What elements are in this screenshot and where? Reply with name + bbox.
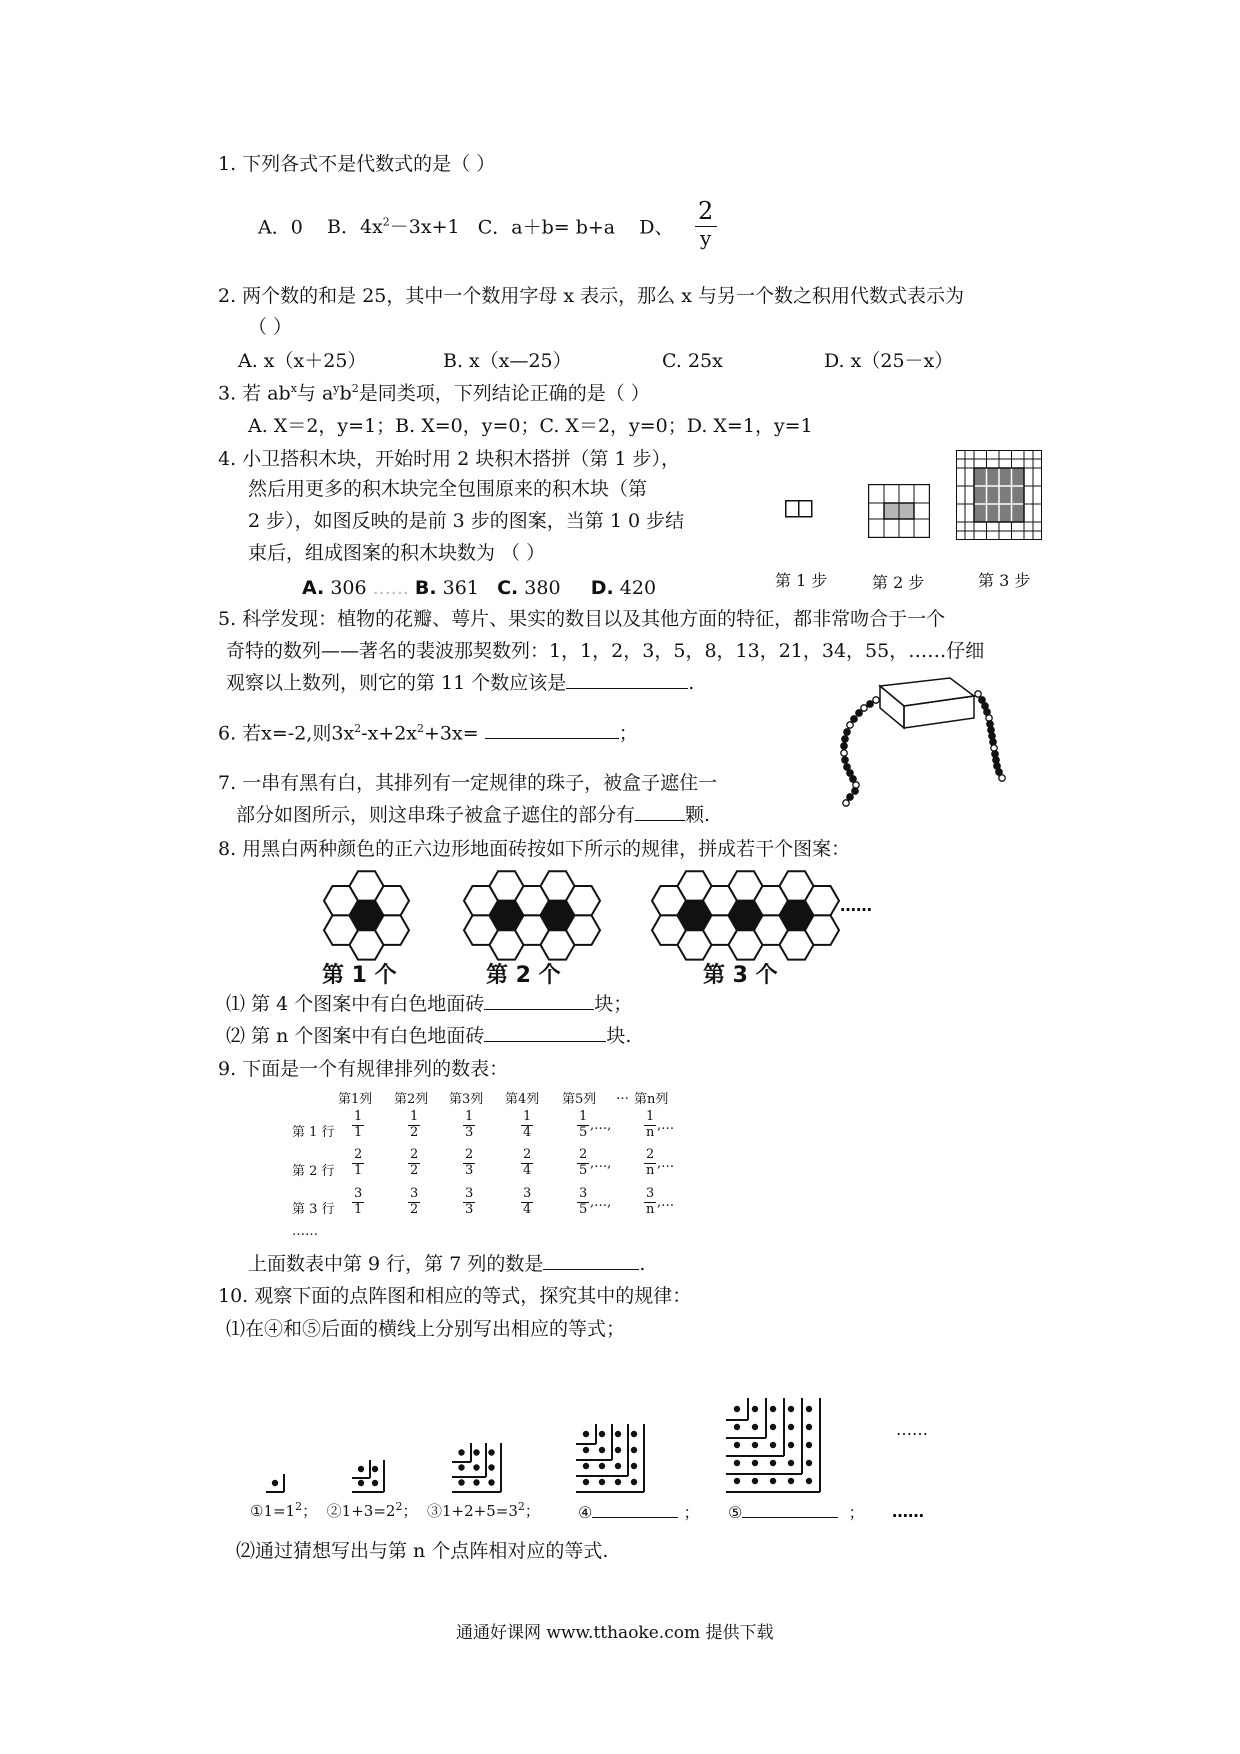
- dot: [770, 1442, 776, 1448]
- q9-fraction: 3 2: [410, 1186, 419, 1217]
- q8-sub2-blank[interactable]: [484, 1041, 606, 1042]
- dot: [372, 1466, 378, 1472]
- dot: [770, 1478, 776, 1484]
- q9-fraction: 3 n: [645, 1186, 655, 1217]
- dot: [599, 1463, 605, 1469]
- step-label-3: 第 3 步: [978, 571, 1031, 590]
- dot: [770, 1406, 776, 1412]
- dot: [788, 1460, 794, 1466]
- dot: [631, 1431, 637, 1437]
- dot: [752, 1460, 758, 1466]
- dot: [358, 1466, 364, 1472]
- hexagon-white-tile: [805, 886, 839, 915]
- hexagon-white-tile: [566, 886, 600, 915]
- q2-stem: 2. 两个数的和是 25，其中一个数用字母 x 表示，那么 x 与另一个数之积用代数式表示为: [218, 285, 964, 307]
- q1-option-c: C．a＋b= b+a: [477, 216, 616, 239]
- dot: [631, 1447, 637, 1453]
- q9-fraction: 2 1: [354, 1147, 363, 1178]
- q9-row-label-1: 第 1 行: [292, 1125, 335, 1140]
- dot: [583, 1431, 589, 1437]
- q6-stem: 6. 若x=-2,则$3x^2-x+2x^2+3x=$ ；: [218, 722, 638, 745]
- dot: [788, 1406, 794, 1412]
- q9-stem: 9. 下面是一个有规律排列的数表：: [218, 1058, 509, 1080]
- q10-ellipsis-bottom: ……: [892, 1502, 924, 1521]
- q2-option-b: B. x（x—25）: [443, 350, 572, 372]
- q10-ellipsis-top: ……: [896, 1420, 928, 1439]
- q9-ellipsis: ,…,: [590, 1118, 612, 1133]
- q10-equations: $①1=1^2$； $②1+3=2^2$； $③1+2+5=3^2$；: [250, 1500, 540, 1520]
- q9-fraction: 1 5: [579, 1109, 588, 1140]
- q8-label-2: 第 2 个: [486, 963, 561, 988]
- q4-line-3: 2 步），如图反映的是前 3 步的图案，当第 1 0 步结: [248, 510, 685, 532]
- q10-eq5-blank[interactable]: [742, 1517, 838, 1518]
- dot: [734, 1406, 740, 1412]
- dot: [752, 1478, 758, 1484]
- q8-label-3: 第 3 个: [703, 963, 778, 988]
- q4-line-1: 4. 小卫搭积木块，开始时用 2 块积木搭拼（第 1 步），: [218, 448, 681, 470]
- q9-ellipsis: ,…: [657, 1118, 675, 1133]
- dot: [615, 1463, 621, 1469]
- dot: [770, 1460, 776, 1466]
- q2-option-d: D. x（25－x）: [824, 350, 954, 372]
- dot: [372, 1480, 378, 1486]
- q9-ellipsis: ,…,: [590, 1156, 612, 1171]
- q9-fraction: 3 3: [465, 1186, 474, 1217]
- q9-col-header-n: 第n列: [634, 1092, 669, 1107]
- q9-answer-blank[interactable]: [543, 1269, 639, 1270]
- q10-eq-5: ⑤ ；: [728, 1503, 865, 1522]
- q9-fraction: 2 5: [579, 1147, 588, 1178]
- q3-stem: 3. 若 $ab^x$与 $a^yb^2$是同类项，下列结论正确的是（ ）: [218, 382, 650, 405]
- dot: [583, 1463, 589, 1469]
- dot: [734, 1460, 740, 1466]
- dot: [734, 1424, 740, 1430]
- q6-answer-blank[interactable]: [485, 738, 619, 739]
- hexagon-white-tile: [375, 886, 409, 915]
- hexagon-white-tile: [375, 915, 409, 945]
- q9-row-dots: ……: [292, 1224, 318, 1239]
- q8-sub-2: ⑵ 第 n 个图案中有白色地面砖 块.: [226, 1025, 632, 1047]
- q4-line-4: 束后，组成图案的积木块数为 （ ）: [248, 542, 546, 564]
- dot: [473, 1449, 479, 1455]
- q1-option-d-fraction: $\frac{2}{y}$: [694, 198, 717, 249]
- block-step-1: [785, 500, 813, 518]
- q9-row-label-3: 第 3 行: [292, 1202, 335, 1217]
- q7-line-2: 部分如图所示，则这串珠子被盒子遮住的部分有 颗.: [236, 804, 711, 826]
- q9-row-label-2: 第 2 行: [292, 1164, 335, 1179]
- block-step-3: [956, 450, 1042, 540]
- q9-fraction: 2 4: [523, 1147, 532, 1178]
- dot: [358, 1480, 364, 1486]
- q9-fraction: 1 3: [465, 1109, 474, 1140]
- q1-stem: 1. 下列各式不是代数式的是（ ）: [218, 153, 496, 175]
- q5-line-2: 奇特的数列——著名的裴波那契数列：1，1，2，3，5，8，13，21，34，55，……仔细: [226, 640, 985, 662]
- dot: [788, 1478, 794, 1484]
- dot: [488, 1479, 494, 1485]
- dot: [734, 1478, 740, 1484]
- dot: [770, 1424, 776, 1430]
- q10-eq-3: $③1+2+5=3^2$: [427, 1500, 525, 1520]
- q5-answer-blank[interactable]: [566, 688, 688, 689]
- q10-eq-1: $①1=1^2$: [250, 1500, 303, 1520]
- dot: [583, 1447, 589, 1453]
- q8-label-1: 第 1 个: [322, 963, 397, 988]
- q10-sub-2: ⑵通过猜想写出与第 n 个点阵相对应的等式.: [236, 1540, 609, 1562]
- dot: [788, 1442, 794, 1448]
- hexagon-white-tile: [805, 915, 839, 945]
- dot: [458, 1479, 464, 1485]
- q5-line-1: 5. 科学发现：植物的花瓣、萼片、果实的数目以及其他方面的特征，都非常吻合于一个: [218, 608, 946, 630]
- q8-stem: 8. 用黑白两种颜色的正六边形地面砖按如下所示的规律，拼成若干个图案：: [218, 838, 851, 860]
- q1-option-d: D、: [639, 216, 674, 239]
- dot: [615, 1431, 621, 1437]
- dot: [788, 1424, 794, 1430]
- dot: [583, 1479, 589, 1485]
- q9-fraction: 2 2: [410, 1147, 419, 1178]
- q9-col-header-5: 第5列: [562, 1092, 597, 1107]
- q9-fraction: 2 n: [645, 1147, 655, 1178]
- bead-box-figure: [832, 672, 1012, 812]
- hexagon-patterns: [316, 866, 896, 966]
- q10-eq-4: ④ ；: [578, 1503, 700, 1522]
- q10-eq-2: $②1+3=2^2$: [326, 1500, 403, 1520]
- dot: [806, 1442, 812, 1448]
- dot: [806, 1478, 812, 1484]
- q9-fraction: 3 5: [579, 1186, 588, 1217]
- dot: [734, 1442, 740, 1448]
- q8-sub1-blank[interactable]: [484, 1009, 594, 1010]
- q7-answer-blank[interactable]: [635, 820, 685, 821]
- dot: [631, 1479, 637, 1485]
- q10-stem: 10. 观察下面的点阵图和相应的等式，探究其中的规律：: [218, 1285, 692, 1307]
- q2-paren: （ ）: [248, 316, 293, 338]
- q9-col-header-4: 第4列: [505, 1092, 540, 1107]
- dot: [473, 1464, 479, 1470]
- q9-fraction: 1 n: [645, 1109, 655, 1140]
- step-label-2: 第 2 步: [872, 573, 925, 592]
- dot: [806, 1406, 812, 1412]
- dot: [631, 1463, 637, 1469]
- dot: [473, 1479, 479, 1485]
- q4-options: A. 306 ...... B. 361 C. 380 D. 420: [302, 577, 657, 599]
- q8-ellipsis: ……: [840, 896, 872, 915]
- block-step-2: [868, 484, 930, 538]
- q8-sub-1: ⑴ 第 4 个图案中有白色地面砖 块；: [226, 993, 633, 1015]
- dot: [752, 1424, 758, 1430]
- q4-line-2: 然后用更多的积木块完全包围原来的积木块（第: [248, 478, 648, 500]
- q9-ellipsis: ,…: [657, 1156, 675, 1171]
- dot: [752, 1442, 758, 1448]
- q9-fraction: 1 4: [523, 1109, 532, 1140]
- q9-col-header-1: 第1列: [338, 1092, 373, 1107]
- q9-fraction: 3 4: [523, 1186, 532, 1217]
- q2-option-c: C. 25x: [662, 350, 723, 372]
- q1-options: [258, 216, 674, 239]
- q10-sub-1: ⑴在④和⑤后面的横线上分别写出相应的等式；: [226, 1318, 626, 1340]
- dot: [488, 1464, 494, 1470]
- step-label-1: 第 1 步: [775, 571, 828, 590]
- q3-options: A. X＝2，y=1；B. X=0，y=0；C. X＝2，y=0；D. X=1，y=1: [248, 415, 813, 437]
- q9-fraction: 1 1: [354, 1109, 363, 1140]
- q2-option-a: A. x（x＋25）: [238, 350, 367, 372]
- q9-fraction: 1 2: [410, 1109, 419, 1140]
- q9-ellipsis: ,…: [657, 1195, 675, 1210]
- q9-col-header-ellipsis: …: [616, 1088, 629, 1103]
- q9-question: 上面数表中第 9 行，第 7 列的数是 .: [248, 1253, 646, 1275]
- q9-ellipsis: ,…,: [590, 1195, 612, 1210]
- dot: [806, 1424, 812, 1430]
- dot: [488, 1449, 494, 1455]
- q10-eq4-blank[interactable]: [592, 1517, 678, 1518]
- q9-fraction: 3 1: [354, 1186, 363, 1217]
- q9-fraction: 2 3: [465, 1147, 474, 1178]
- page-footer: 通通好课网 www.tthaoke.com 提供下载: [456, 1623, 774, 1643]
- dot: [615, 1447, 621, 1453]
- hexagon-white-tile: [566, 915, 600, 945]
- q5-line-3: 观察以上数列，则它的第 11 个数应该是 .: [226, 672, 695, 694]
- q1-option-a: A．0: [258, 216, 303, 239]
- dot: [806, 1460, 812, 1466]
- q1-option-b: B．$4x^2-3x+1$: [326, 216, 460, 239]
- dot: [458, 1449, 464, 1455]
- q7-line-1: 7. 一串有黑有白，其排列有一定规律的珠子，被盒子遮住一: [218, 772, 718, 794]
- dot: [752, 1406, 758, 1412]
- dot: [458, 1464, 464, 1470]
- dot: [615, 1479, 621, 1485]
- dot: [599, 1479, 605, 1485]
- dot: [272, 1480, 278, 1486]
- dot: [599, 1447, 605, 1453]
- dot: [599, 1431, 605, 1437]
- q9-col-header-3: 第3列: [449, 1092, 484, 1107]
- q9-col-header-2: 第2列: [394, 1092, 429, 1107]
